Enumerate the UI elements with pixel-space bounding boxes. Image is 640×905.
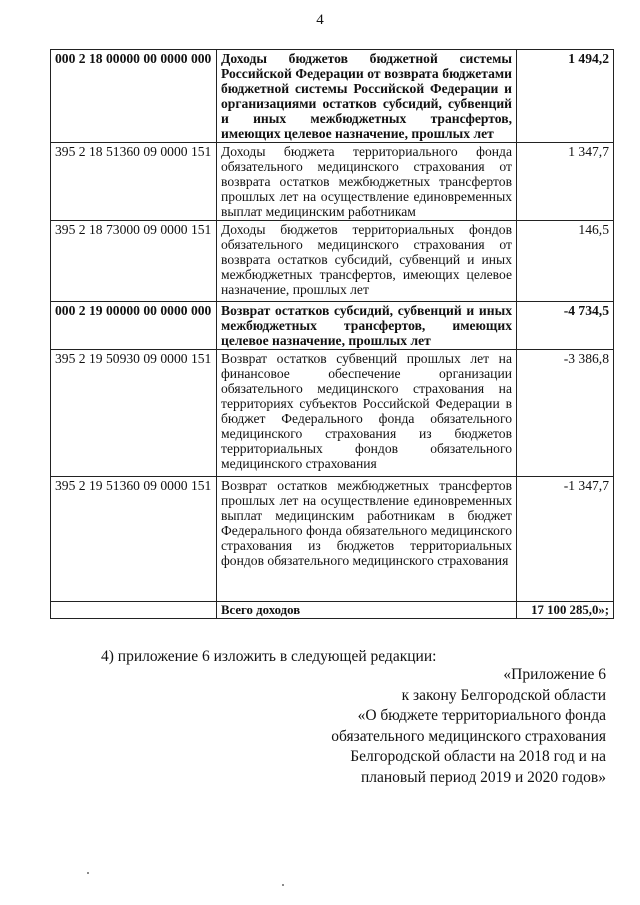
total-amount: 17 100 285,0»;	[517, 602, 614, 619]
appendix-line: «О бюджете территориального фонда	[357, 707, 606, 724]
budget-income-table	[50, 49, 614, 619]
income-name: Возврат остатков субвенций прошлых лет на финансовое обеспечение организации обязательного медицинского страхования на территориях субъектов Российской Федерации в бюджет Федерального фонда обязательного медицинского страхования из бюджетов территориальных фондов обязательного медицинского страхования	[217, 350, 517, 477]
table-row	[51, 221, 614, 302]
appendix-line: Белгородской области на 2018 год и на	[350, 748, 606, 765]
income-name: Возврат остатков субсидий, субвенций и иных межбюджетных трансфертов, имеющих целевое назначение, прошлых лет	[217, 302, 517, 350]
table-row	[51, 477, 614, 602]
table-row	[51, 350, 614, 477]
income-name: Доходы бюджетов территориальных фондов обязательного медицинского страхования от возврата остатков субсидий, субвенций и иных межбюджетных трансфертов, имеющих целевое назначение, прошлых лет	[217, 221, 517, 302]
income-amount: 146,5	[517, 221, 614, 302]
income-amount: -3 386,8	[517, 350, 614, 477]
income-name: Возврат остатков межбюджетных трансфертов прошлых лет на осуществление единовременных выплат медицинским работникам в бюджет Федерального фонда обязательного медицинского страхования из бюджетов территориальных фондов обязательного медицинского страхования	[217, 477, 517, 602]
table-row	[51, 50, 614, 143]
budget-classification-code: 395 2 18 51360 09 0000 151	[51, 143, 217, 221]
budget-classification-code: 000 2 18 00000 00 0000 000	[51, 50, 217, 143]
appendix-heading	[331, 665, 606, 788]
table-row	[51, 302, 614, 350]
total-code	[51, 602, 217, 619]
income-amount: 1 347,7	[517, 143, 614, 221]
income-amount: -4 734,5	[517, 302, 614, 350]
budget-classification-code: 395 2 19 51360 09 0000 151	[51, 477, 217, 602]
appendix-line: обязательного медицинского страхования	[331, 727, 606, 745]
appendix-line: плановый период 2019 и 2020 годов»	[360, 768, 606, 786]
budget-classification-code: 000 2 19 00000 00 0000 000	[51, 302, 217, 350]
income-name: Доходы бюджета территориального фонда обязательного медицинского страхования от возврата остатков межбюджетных трансфертов прошлых лет на осуществление единовременных выплат медицинским работникам	[217, 143, 517, 221]
scan-speck	[282, 884, 284, 886]
table-row	[51, 143, 614, 221]
appendix-line: «Приложение 6	[503, 666, 606, 683]
page-number: 4	[316, 12, 324, 28]
budget-classification-code: 395 2 18 73000 09 0000 151	[51, 221, 217, 302]
appendix-line: к закону Белгородской области	[401, 686, 606, 704]
scan-speck	[87, 872, 89, 874]
total-label: Всего доходов	[217, 602, 517, 619]
amendment-item-4: 4) приложение 6 изложить в следующей редакции:	[101, 648, 437, 665]
total-row	[51, 602, 614, 619]
income-amount: -1 347,7	[517, 477, 614, 602]
income-name: Доходы бюджетов бюджетной системы Российской Федерации от возврата бюджетами бюджетной системы Российской Федерации и организациями остатков субсидий, субвенций и иных межбюджетных трансфертов, имеющих целевое назначение, прошлых лет	[217, 50, 517, 143]
budget-classification-code: 395 2 19 50930 09 0000 151	[51, 350, 217, 477]
income-amount: 1 494,2	[517, 50, 614, 143]
